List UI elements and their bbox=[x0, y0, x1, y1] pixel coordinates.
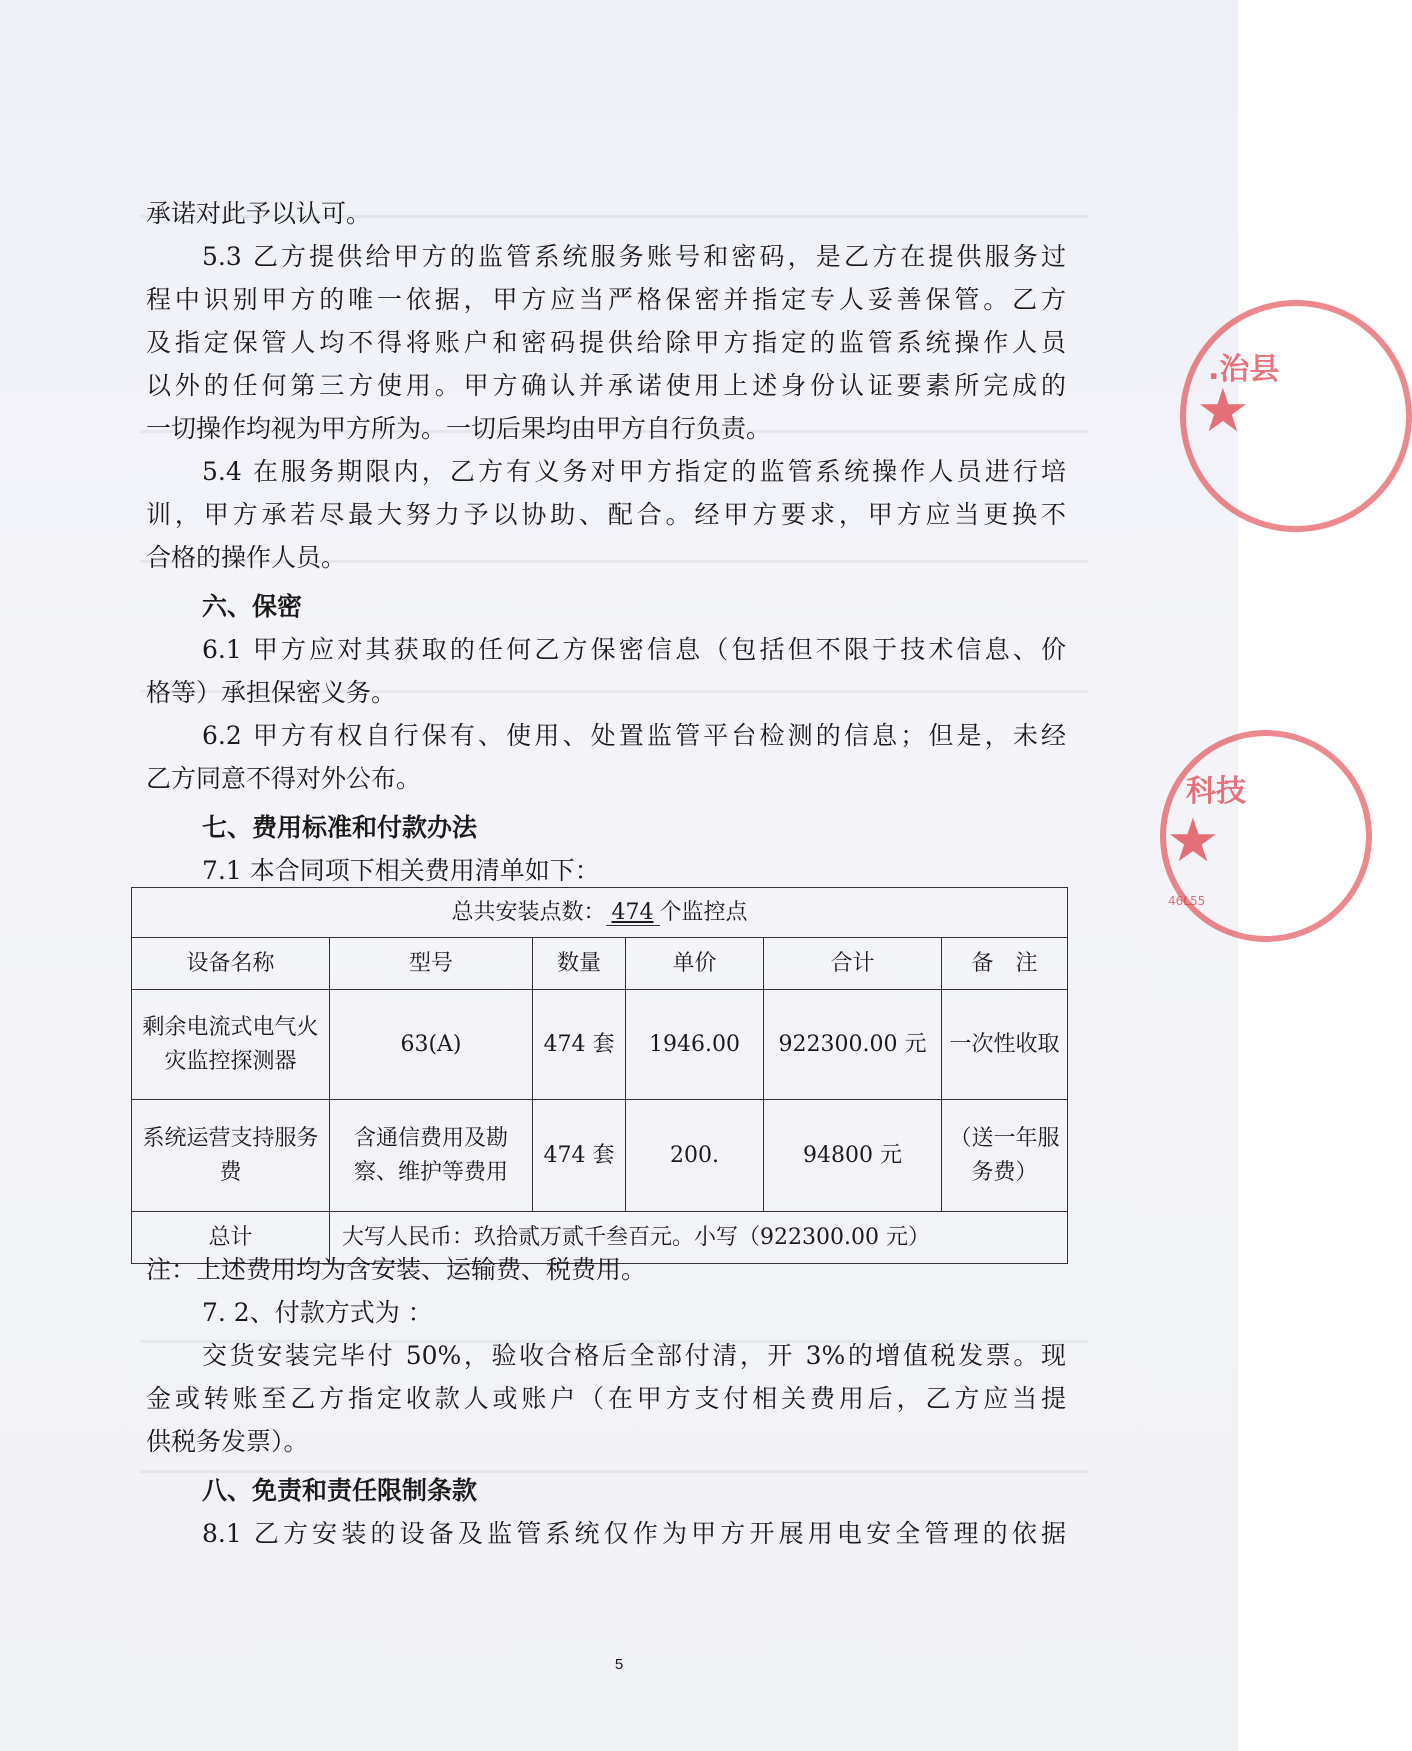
cell-name: 系统运营支持服务费 bbox=[132, 1100, 330, 1212]
cell-qty: 474 套 bbox=[533, 1100, 626, 1212]
text-line: 5.4 在服务期限内，乙方有义务对甲方指定的监管系统操作人员进行培 bbox=[202, 457, 1066, 486]
total-value: 大写人民币：玖拾贰万贰千叁百元。小写（922300.00 元） bbox=[330, 1212, 1068, 1264]
cell-model: 63(A) bbox=[330, 990, 533, 1100]
fee-table-summary bbox=[132, 888, 1068, 938]
section-heading-fees: 七、费用标准和付款办法 bbox=[202, 813, 478, 842]
section-heading-confidentiality: 六、保密 bbox=[202, 592, 303, 621]
fee-intro: 7.1 本合同项下相关费用清单如下： bbox=[202, 856, 600, 885]
header-cell: 数量 bbox=[533, 938, 626, 990]
after-table-text bbox=[146, 1248, 1066, 1555]
fee-table bbox=[131, 887, 1068, 1264]
cell-qty: 474 套 bbox=[533, 990, 626, 1100]
total-label: 总计 bbox=[132, 1212, 330, 1264]
cell-remark: 一次性收取 bbox=[942, 990, 1068, 1100]
company-seal bbox=[1160, 730, 1372, 942]
seal-lettering: 科技 bbox=[1186, 774, 1246, 809]
header-cell: 设备名称 bbox=[132, 938, 330, 990]
text-line: 一切操作均视为甲方所为。一切后果均由甲方自行负责。 bbox=[146, 414, 772, 443]
text-line: 以外的任何第三方使用。甲方确认并承诺使用上述身份认证要素所完成的 bbox=[146, 371, 1066, 400]
text-line: 训，甲方承若尽最大努力予以协助、配合。经甲方要求，甲方应当更换不 bbox=[146, 500, 1066, 529]
cell-name: 剩余电流式电气火灾监控探测器 bbox=[132, 990, 330, 1100]
section-heading-liability: 八、免责和责任限制条款 bbox=[202, 1476, 478, 1505]
text-line: 6.1 甲方应对其获取的任何乙方保密信息（包括但不限于技术信息、价 bbox=[202, 635, 1066, 664]
seal-star-icon: ★ bbox=[1196, 376, 1250, 446]
text-line: 注：上述费用均为含安装、运输费、税费用。 bbox=[146, 1255, 647, 1284]
cell-total: 922300.00 元 bbox=[764, 990, 942, 1100]
text-line: 合格的操作人员。 bbox=[146, 543, 347, 572]
text-line: 程中识别甲方的唯一依据，甲方应当严格保密并指定专人妥善保管。乙方 bbox=[146, 285, 1066, 314]
text-line: 格等）承担保密义务。 bbox=[146, 678, 397, 707]
cell-unit-price: 1946.00 bbox=[626, 990, 764, 1100]
clause-5-continuation bbox=[146, 192, 1066, 579]
main-text bbox=[146, 192, 1066, 892]
text-line: 交货安装完毕付 50%，验收合格后全部付清，开 3%的增值税发票。现 bbox=[202, 1341, 1066, 1370]
text-line: 及指定保管人均不得将账户和密码提供给除甲方指定的监管系统操作人员 bbox=[146, 328, 1066, 357]
header-cell: 合计 bbox=[764, 938, 942, 990]
summary-count: 474 bbox=[606, 900, 660, 926]
section-6-body bbox=[146, 628, 1066, 800]
fee-table-header-row bbox=[132, 938, 1068, 990]
seal-number: 46L55 bbox=[1168, 894, 1206, 908]
text-line: 承诺对此予以认可。 bbox=[146, 199, 372, 228]
text-line: 6.2 甲方有权自行保有、使用、处置监管平台检测的信息；但是，未经 bbox=[202, 721, 1066, 750]
text-line: 乙方同意不得对外公布。 bbox=[146, 764, 422, 793]
cell-model: 含通信费用及勘察、维护等费用 bbox=[330, 1100, 533, 1212]
header-cell: 型号 bbox=[330, 938, 533, 990]
text-line: 供税务发票）。 bbox=[146, 1427, 309, 1456]
text-line: 7. 2、付款方式为 ： bbox=[202, 1298, 433, 1327]
cell-remark: （送一年服务费） bbox=[942, 1100, 1068, 1212]
text-line: 5.3 乙方提供给甲方的监管系统服务账号和密码，是乙方在提供服务过 bbox=[202, 242, 1066, 271]
table-row bbox=[132, 990, 1068, 1100]
seal-lettering: .治县 bbox=[1208, 352, 1280, 387]
header-cell: 备 注 bbox=[942, 938, 1068, 990]
payment-terms bbox=[146, 1248, 1066, 1463]
page-number: 5 bbox=[614, 1656, 624, 1673]
seal-star-icon: ★ bbox=[1166, 806, 1220, 876]
text-line: 金或转账至乙方指定收款人或账户（在甲方支付相关费用后，乙方应当提 bbox=[146, 1384, 1066, 1413]
cell-total: 94800 元 bbox=[764, 1100, 942, 1212]
cell-unit-price: 200. bbox=[626, 1100, 764, 1212]
summary-suffix: 个监控点 bbox=[659, 899, 748, 925]
clause-8-1: 8.1 乙方安装的设备及监管系统仅作为甲方开展用电安全管理的依据 bbox=[202, 1519, 1066, 1548]
official-seal bbox=[1180, 300, 1412, 532]
table-row bbox=[132, 1100, 1068, 1212]
header-cell: 单价 bbox=[626, 938, 764, 990]
summary-prefix: 总共安装点数： bbox=[451, 899, 606, 925]
